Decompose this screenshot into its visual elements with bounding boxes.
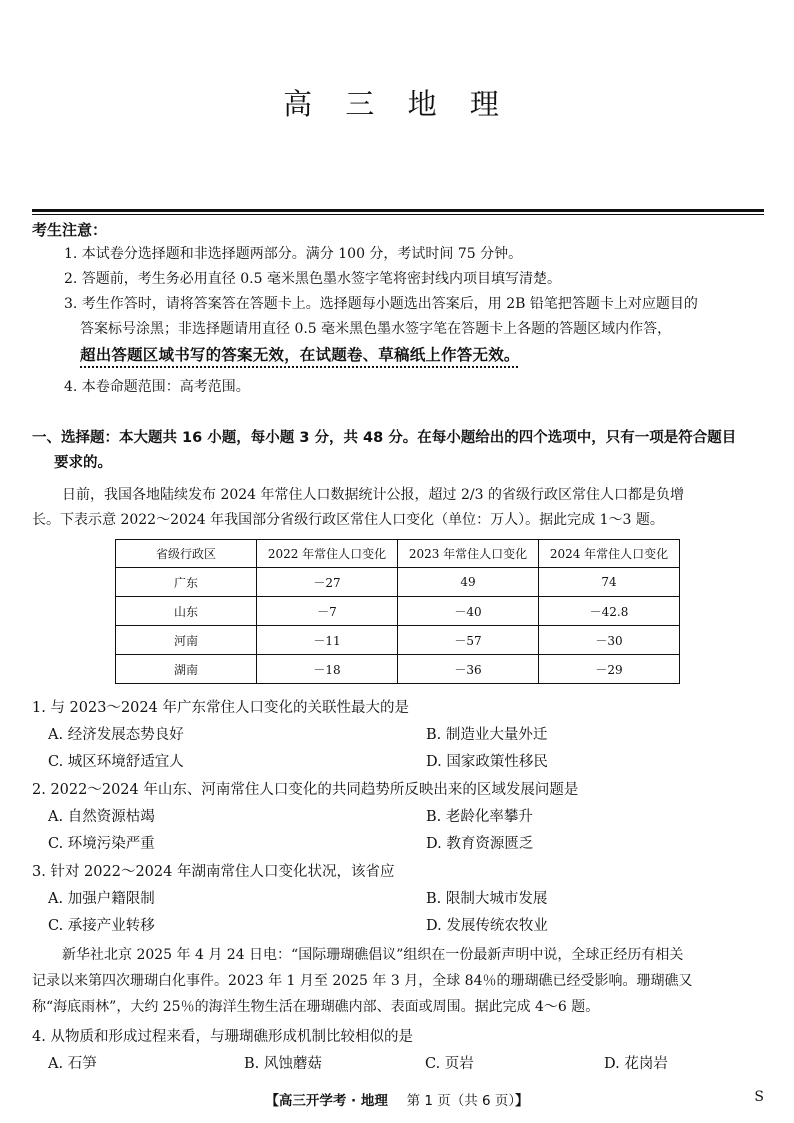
footer-close: 】 <box>515 1093 529 1109</box>
footer-label: 【高三开学考 · 地理 <box>265 1093 388 1109</box>
table-header: 2022 年常住人口变化 <box>257 540 398 568</box>
notice-heading: 考生注意： <box>32 221 108 239</box>
question-3-stem: 3. 针对 2022～2024 年湖南常住人口变化状况，该省应 <box>32 864 395 880</box>
notice-item-3-cont: 答案标号涂黑；非选择题请用直径 0.5 毫米黑色墨水签字笔在答题卡上各题的答题区域内作答， <box>80 321 672 337</box>
passage-2-line-1: 新华社北京 2025 年 4 月 24 日电：“国际珊瑚礁倡议”组织在一份最新声明中说，全球正经历有相关 <box>62 947 684 963</box>
question-1-option-b[interactable]: B. 制造业大量外迁 <box>426 727 548 743</box>
question-4-option-d[interactable]: D. 花岗岩 <box>604 1056 668 1072</box>
question-3-option-b[interactable]: B. 限制大城市发展 <box>426 891 548 907</box>
question-4-option-b[interactable]: B. 风蚀蘑菇 <box>244 1056 322 1072</box>
table-cell: 河南 <box>116 626 257 655</box>
table-header: 省级行政区 <box>116 540 257 568</box>
header-divider-thick <box>32 209 764 212</box>
notice-item-4: 4. 本卷命题范围：高考范围。 <box>64 379 250 395</box>
passage-1-line-1: 日前，我国各地陆续发布 2024 年常住人口数据统计公报，超过 2/3 的省级行政区常住人口都是负增 <box>62 487 684 503</box>
table-cell: －11 <box>257 626 398 655</box>
question-1-stem: 1. 与 2023～2024 年广东常住人口变化的关联性最大的是 <box>32 700 409 716</box>
table-cell: －57 <box>398 626 539 655</box>
notice-item-1: 1. 本试卷分选择题和非选择题两部分。满分 100 分，考试时间 75 分钟。 <box>64 246 523 262</box>
table-cell: －7 <box>257 597 398 626</box>
table-cell: 49 <box>398 568 539 597</box>
table-cell: －30 <box>539 626 680 655</box>
table-cell: 山东 <box>116 597 257 626</box>
table-header-row <box>116 540 680 568</box>
question-4-option-a[interactable]: A. 石笋 <box>48 1056 97 1072</box>
question-2-option-a[interactable]: A. 自然资源枯竭 <box>48 809 155 825</box>
footer-page-number: 第 1 页（共 6 页） <box>406 1093 516 1109</box>
table-cell: －29 <box>539 655 680 684</box>
table-row <box>116 655 680 684</box>
question-2-option-d[interactable]: D. 教育资源匮乏 <box>426 836 534 852</box>
question-1-option-d[interactable]: D. 国家政策性移民 <box>426 754 548 770</box>
question-2-stem: 2. 2022～2024 年山东、河南常住人口变化的共同趋势所反映出来的区域发展问题是 <box>32 782 579 798</box>
passage-2-line-2: 记录以来第四次珊瑚白化事件。2023 年 1 月至 2025 年 3 月，全球 84％的珊瑚礁已经受影响。珊瑚礁又 <box>32 973 693 989</box>
table-cell: －40 <box>398 597 539 626</box>
table-cell: －27 <box>257 568 398 597</box>
passage-1-line-2: 长。下表示意 2022～2024 年我国部分省级行政区常住人口变化（单位：万人）。据此完成 1～3 题。 <box>32 512 664 528</box>
table-cell: －18 <box>257 655 398 684</box>
table-cell: 广东 <box>116 568 257 597</box>
section-heading: 一、选择题：本大题共 16 小题，每小题 3 分，共 48 分。在每小题给出的四个选项中，只有一项是符合题目 <box>32 430 737 446</box>
question-2-option-b[interactable]: B. 老龄化率攀升 <box>426 809 533 825</box>
table-header: 2024 年常住人口变化 <box>539 540 680 568</box>
question-3-option-c[interactable]: C. 承接产业转移 <box>48 918 155 934</box>
question-4-option-c[interactable]: C. 页岩 <box>425 1056 474 1072</box>
table-cell: 74 <box>539 568 680 597</box>
question-3-option-a[interactable]: A. 加强户籍限制 <box>48 891 155 907</box>
notice-emphasis: 超出答题区域书写的答案无效，在试题卷、草稿纸上作答无效。 <box>80 346 520 364</box>
table-header: 2023 年常住人口变化 <box>398 540 539 568</box>
table-cell: －36 <box>398 655 539 684</box>
table-row <box>116 568 680 597</box>
question-1-option-a[interactable]: A. 经济发展态势良好 <box>48 727 184 743</box>
question-2-option-c[interactable]: C. 环境污染严重 <box>48 836 155 852</box>
table-cell: －42.8 <box>539 597 680 626</box>
page-title: 高 三 地 理 <box>283 87 511 121</box>
footer-corner-mark: S <box>754 1089 764 1105</box>
question-4-stem: 4. 从物质和形成过程来看，与珊瑚礁形成机制比较相似的是 <box>32 1029 413 1045</box>
question-3-option-d[interactable]: D. 发展传统农牧业 <box>426 918 548 934</box>
section-heading-cont: 要求的。 <box>54 455 112 471</box>
passage-2-line-3: 称“海底雨林”，大约 25％的海洋生物生活在珊瑚礁内部、表面或周围。据此完成 4～6 题。 <box>32 999 600 1015</box>
table-row <box>116 626 680 655</box>
question-1-option-c[interactable]: C. 城区环境舒适宜人 <box>48 754 184 770</box>
header-divider-thin <box>32 214 764 215</box>
notice-item-2: 2. 答题前，考生务必用直径 0.5 毫米黑色墨水签字笔将密封线内项目填写清楚。 <box>64 271 561 287</box>
page-footer <box>0 1089 794 1109</box>
population-table <box>115 539 680 684</box>
notice-item-3: 3. 考生作答时，请将答案答在答题卡上。选择题每小题选出答案后，用 2B 铅笔把答题卡上对应题目的 <box>64 296 698 312</box>
table-cell: 湖南 <box>116 655 257 684</box>
table-row <box>116 597 680 626</box>
